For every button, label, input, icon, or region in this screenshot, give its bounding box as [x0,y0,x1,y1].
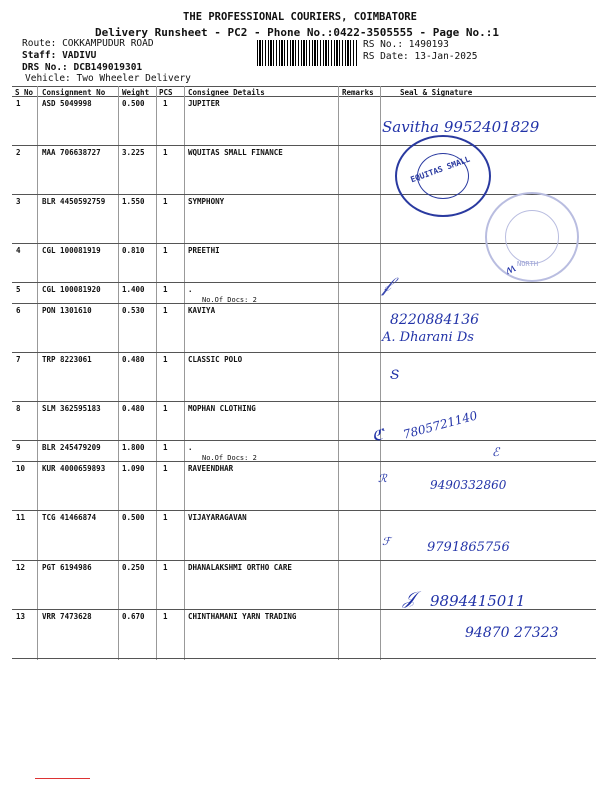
row-pcs: 1 [163,306,168,315]
row-consignee: SYMPHONY [188,197,225,206]
row-sno: 3 [16,197,21,206]
equitas-seal-stamp: EQUITAS SMALL [395,135,491,217]
row-weight: 1.400 [122,285,145,294]
row-consignment-no: BLR 4450592759 [42,197,106,206]
row-consignee: PREETHI [188,246,220,255]
signature-scribble-4: 𝒻 [382,272,391,296]
row-pcs: 1 [163,464,168,473]
row-sno: 11 [16,513,26,522]
row-pcs: 1 [163,197,168,206]
barcode [257,40,357,66]
row-weight: 0.530 [122,306,145,315]
row-divider [12,510,596,511]
col-divider [118,86,119,660]
row-weight: 0.250 [122,563,145,572]
row-divider [12,440,596,441]
row-sno: 10 [16,464,26,473]
row-consignee: VIJAYARAGAVAN [188,513,247,522]
row-consignment-no: ASD 5049998 [42,99,92,108]
rs-no-line: RS No.: 1490193 [363,39,449,50]
row-weight: 1.800 [122,443,145,452]
row-pcs: 1 [163,99,168,108]
company-title: THE PROFESSIONAL COURIERS, COIMBATORE [183,11,417,23]
row-consignment-no: SLM 362595183 [42,404,101,413]
route-line: Route: COKKAMPUDUR ROAD [22,38,154,49]
table-border-top [12,86,596,87]
row-pcs: 1 [163,404,168,413]
row-pcs: 1 [163,612,168,621]
row-consignment-no: TRP 8223061 [42,355,92,364]
col-header-consignment: Consignment No [42,88,106,97]
row-consignment-no: KUR 4000659893 [42,464,106,473]
signature-13-phone: 94870 27323 [465,625,559,641]
row-weight: 3.225 [122,148,145,157]
row-divider [12,303,596,304]
signature-10-phone: 9490332860 [430,478,507,492]
row-consignment-no: VRR 7473628 [42,612,92,621]
signature-scribble-7: Տ [390,368,400,383]
row-consignment-no: MAA 706638727 [42,148,101,157]
signature-scribble-9: ℭ [372,425,384,444]
row-docs-note: No.Of Docs: 2 [202,454,257,462]
row-consignee: DHANALAKSHMI ORTHO CARE [188,563,292,572]
row-sno: 13 [16,612,26,621]
row-weight: 1.550 [122,197,145,206]
signature-scribble-12: 𝒥 [403,588,416,609]
signature-1: Savitha 9952401829 [382,118,540,136]
row-consignment-no: TCG 41466874 [42,513,97,522]
col-header-weight: Weight [122,88,150,97]
row-divider [12,560,596,561]
row-weight: 0.810 [122,246,145,255]
table-border-bottom [12,658,596,659]
signature-scribble-10b: ℛ [378,472,387,485]
col-header-sno: S No [15,88,34,97]
col-header-remarks: Remarks [342,88,374,97]
row-sno: 7 [16,355,21,364]
row-sno: 2 [16,148,21,157]
col-divider [156,86,157,660]
row-weight: 0.670 [122,612,145,621]
row-consignee: KAVIYA [188,306,216,315]
col-divider [184,86,185,660]
row-weight: 1.090 [122,464,145,473]
row-pcs: 1 [163,443,168,452]
runsheet-title: Delivery Runsheet - PC2 - Phone No.:0422-3505555 - Page No.:1 [95,26,499,39]
row-sno: 12 [16,563,26,572]
faint-seal-stamp: NORTH [485,192,579,282]
row-pcs: 1 [163,246,168,255]
row-consignee: WQUITAS SMALL FINANCE [188,148,283,157]
row-consignee: JUPITER [188,99,220,108]
row-pcs: 1 [163,355,168,364]
runsheet-table [12,86,596,660]
col-divider [380,86,381,660]
row-sno: 6 [16,306,21,315]
row-divider [12,145,596,146]
row-consignment-no: PON 1301610 [42,306,92,315]
row-pcs: 1 [163,513,168,522]
row-weight: 0.480 [122,355,145,364]
staff-line: Staff: VADIVU [22,50,97,61]
row-weight: 0.500 [122,99,145,108]
row-consignee: RAVEENDHAR [188,464,234,473]
col-header-pcs: PCS [159,88,173,97]
row-docs-note: No.Of Docs: 2 [202,296,257,304]
row-consignee: MOPHAN CLOTHING [188,404,256,413]
col-header-consignee: Consignee Details [188,88,265,97]
row-sno: 9 [16,443,21,452]
col-divider [338,86,339,660]
vehicle-line: Vehicle: Two Wheeler Delivery [25,73,191,84]
signature-11-phone: 9791865756 [427,540,510,555]
row-pcs: 1 [163,148,168,157]
signature-12-phone: 9894415011 [430,592,526,610]
row-sno: 1 [16,99,21,108]
signature-scribble-10: ℰ [492,445,500,459]
row-consignment-no: BLR 245479209 [42,443,101,452]
row-consignee: . [188,285,193,294]
row-divider [12,282,596,283]
signature-scribble-11: ℱ [382,535,391,548]
row-pcs: 1 [163,563,168,572]
signature-9-phone: 7805721140 [401,408,479,442]
row-consignee: CLASSIC POLO [188,355,243,364]
row-divider [12,461,596,462]
row-consignee: . [188,443,193,452]
drs-line: DRS No.: DCB149019301 [22,62,143,73]
row-consignment-no: CGL 100081920 [42,285,101,294]
row-weight: 0.480 [122,404,145,413]
row-divider [12,401,596,402]
row-divider [12,194,596,195]
row-consignment-no: PGT 6194986 [42,563,92,572]
row-pcs: 1 [163,285,168,294]
row-divider [12,352,596,353]
signature-scribble-5: ʍ [502,260,518,278]
row-sno: 8 [16,404,21,413]
signature-6-phone: 8220884136 [390,312,480,328]
row-sno: 4 [16,246,21,255]
row-consignee: CHINTHAMANI YARN TRADING [188,612,297,621]
footer-mark [35,778,90,779]
col-header-seal: Seal & Signature [400,88,473,97]
col-divider [37,86,38,660]
signature-6-name: A. Dharani Ds [382,330,474,345]
row-sno: 5 [16,285,21,294]
rs-date-line: RS Date: 13-Jan-2025 [363,51,478,62]
row-weight: 0.500 [122,513,145,522]
row-consignment-no: CGL 100081919 [42,246,101,255]
